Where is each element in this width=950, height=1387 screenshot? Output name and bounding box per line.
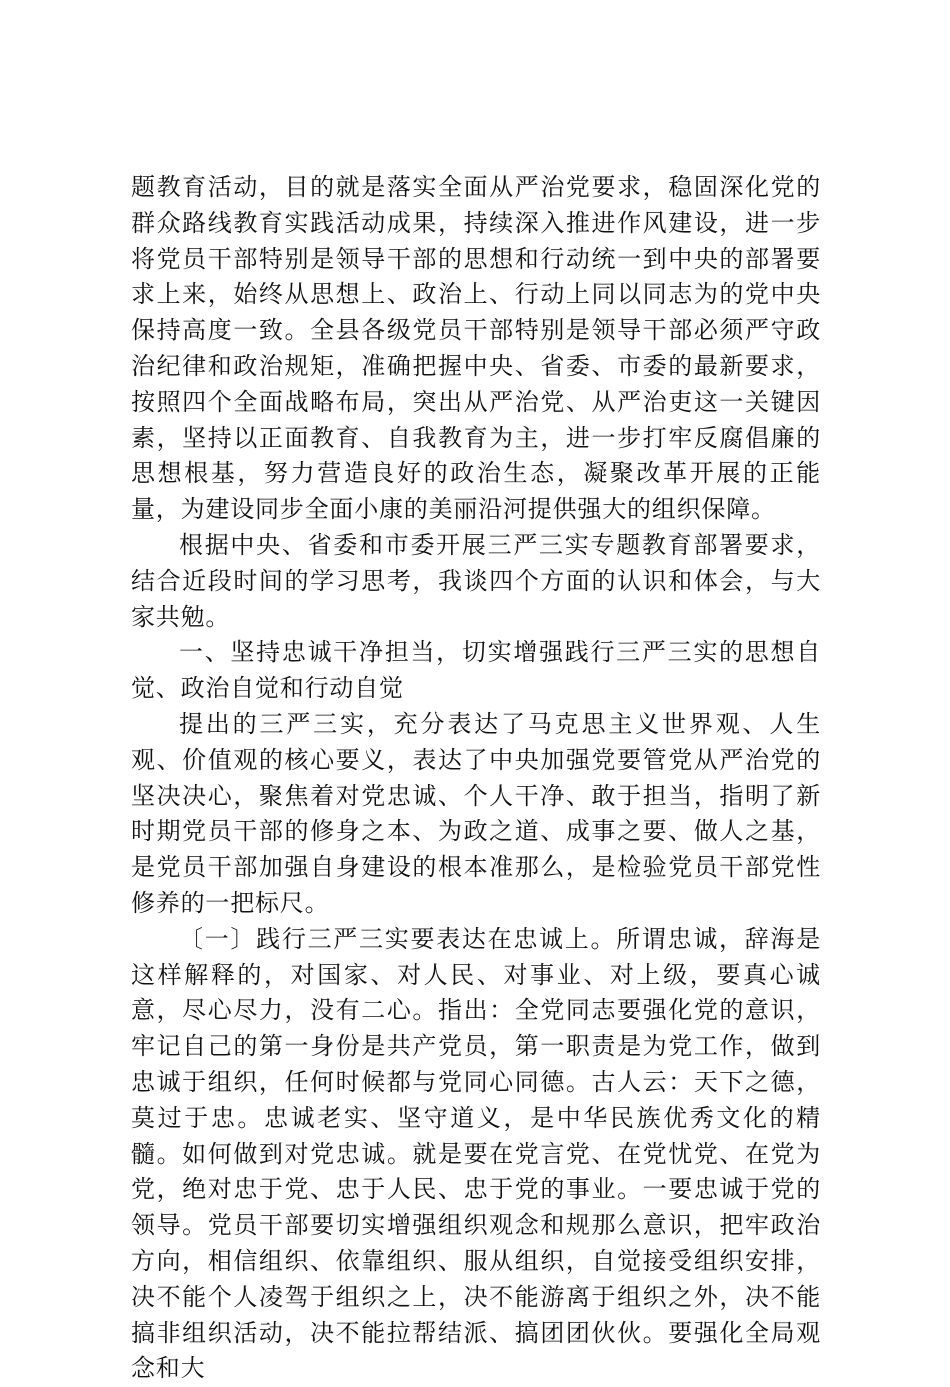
paragraph-3: 提出的三严三实，充分表达了马克思主义世界观、人生观、价值观的核心要义，表达了中央加强党要管党从严治党的坚决决心，聚焦着对党忠诚、个人干净、敢于担当，指明了新时期党员干部的修身之本、为政之道、成事之要、做人之基，是党员干部加强自身建设的根本准那么，是检验党员干部党性修养的一把标尺。 [131, 709, 821, 917]
paragraph-2: 根据中央、省委和市委开展三严三实专题教育部署要求，结合近段时间的学习思考，我谈四个方面的认识和体会，与大家共勉。 [131, 530, 821, 631]
paragraph-4: 〔一〕践行三严三实要表达在忠诚上。所谓忠诚，辞海是这样解释的，对国家、对人民、对事业、对上级，要真心诚意，尽心尽力，没有二心。指出：全党同志要强化党的意识，牢记自己的第一身份是共产党员，第一职责是为党工作，做到忠诚于组织，任何时候都与党同心同德。古人云：天下之德，莫过于忠。忠诚老实、坚守道义，是中华民族优秀文化的精髓。如何做到对党忠诚。就是要在党言党、在党忧党、在党为党，绝对忠于党、忠于人民、忠于党的事业。一要忠诚于党的领导。党员干部要切实增强组织观念和规那么意识，把牢政治方向，相信组织、依靠组织、服从组织，自觉接受组织安排，决不能个人凌驾于组织之上，决不能游离于组织之外，决不能搞非组织活动，决不能拉帮结派、搞团团伙伙。要强化全局观念和大 [131, 924, 821, 1383]
paragraph-1: 题教育活动，目的就是落实全面从严治党要求，稳固深化党的群众路线教育实践活动成果，持续深入推进作风建设，进一步将党员干部特别是领导干部的思想和行动统一到中央的部署要求上来，始终从思想上、政治上、行动上同以同志为的党中央保持高度一致。全县各级党员干部特别是领导干部必须严守政治纪律和政治规矩，准确把握中央、省委、市委的最新要求，按照四个全面战略布局，突出从严治党、从严治吏这一关键因素，坚持以正面教育、自我教育为主，进一步打牢反腐倡廉的思想根基，努力营造良好的政治生态，凝聚改革开展的正能量，为建设同步全面小康的美丽沿河提供强大的组织保障。 [131, 173, 821, 524]
section-heading-1: 一、坚持忠诚干净担当，切实增强践行三严三实的思想自觉、政治自觉和行动自觉 [131, 638, 821, 703]
document-body [131, 170, 821, 1387]
